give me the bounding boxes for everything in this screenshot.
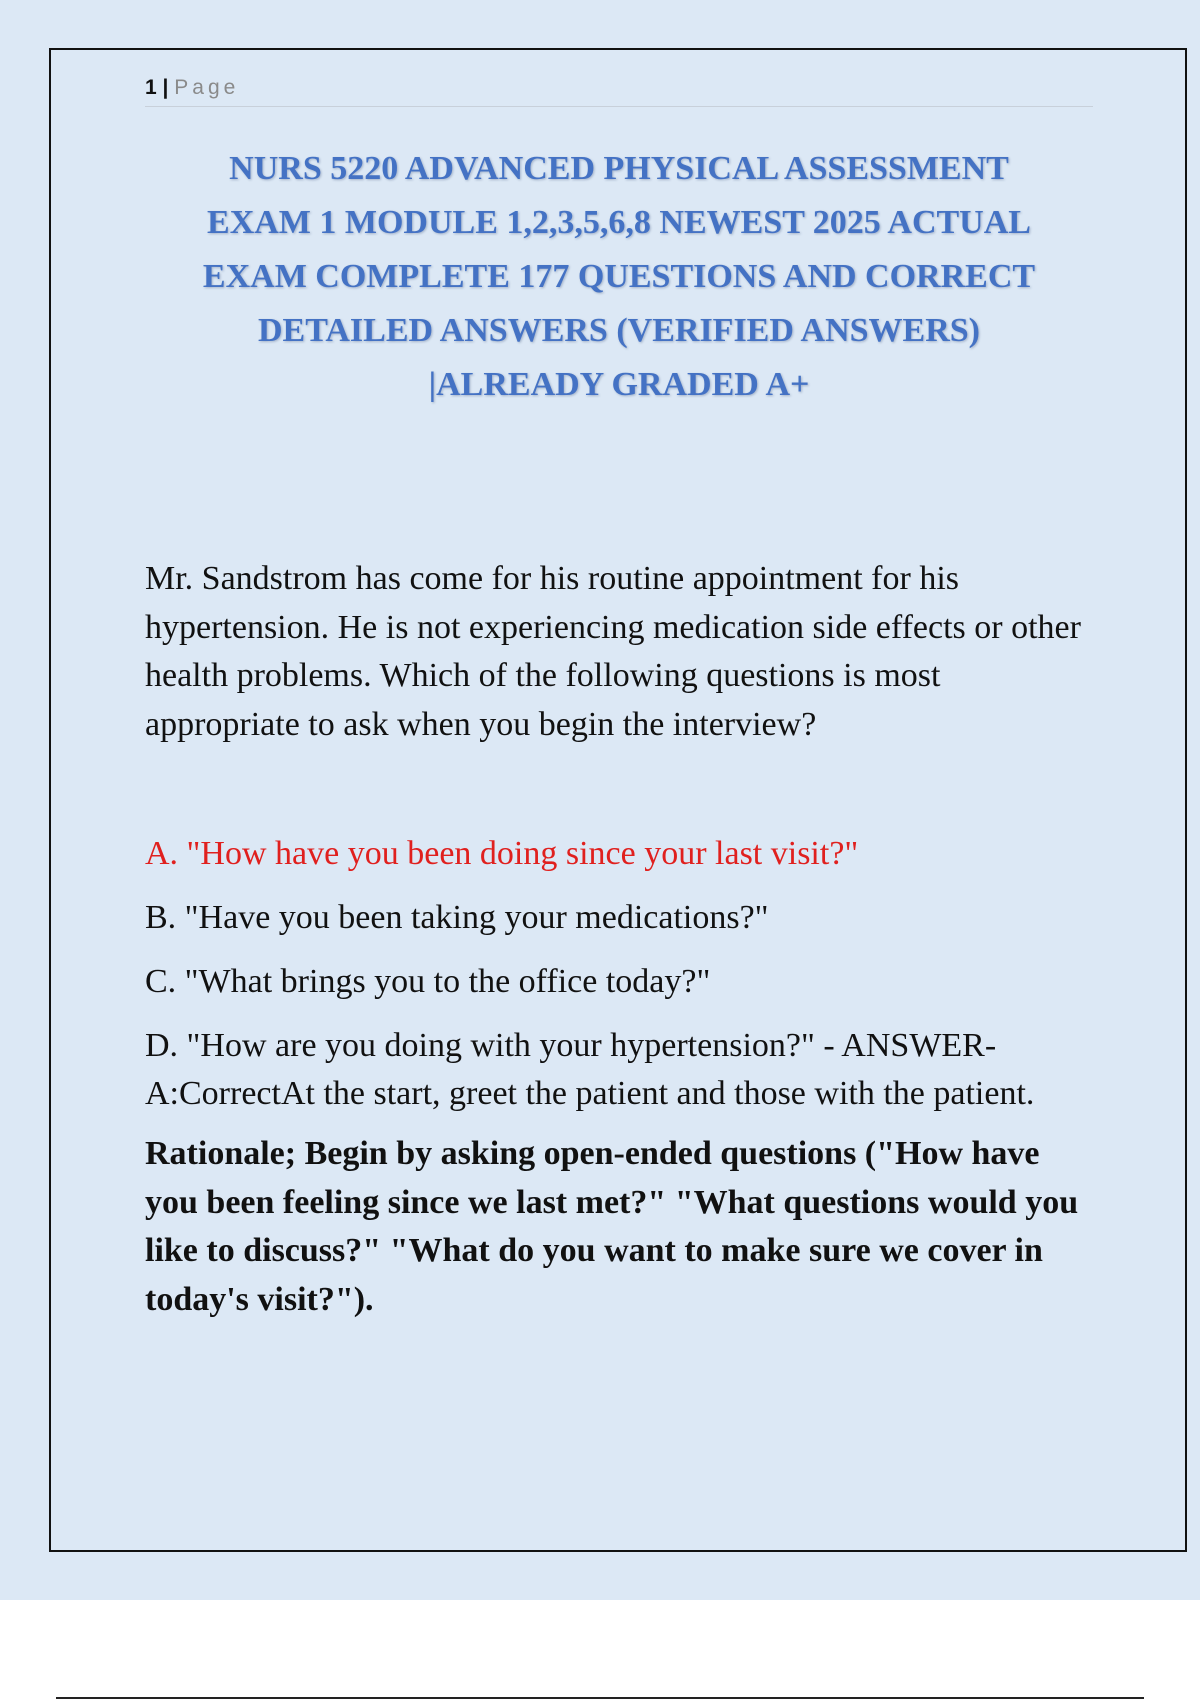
page-header — [145, 74, 1093, 107]
question-stem: Mr. Sandstrom has come for his routine appointment for his hypertension. He is not experiencing medication side effects or other health problems. Which of the following questions is most appropriate to ask when you begin the interview? — [145, 560, 1081, 743]
option-d-with-answer: D. "How are you doing with your hypertension?" - ANSWER-A:CorrectAt the start, greet the patient and those with the patient. — [145, 1027, 1035, 1112]
answer-options — [145, 830, 1093, 1324]
page-label: Page — [174, 76, 240, 99]
title-line: |ALREADY GRADED A+ — [428, 366, 810, 403]
footer-divider — [56, 1697, 1144, 1699]
rationale: Rationale; Begin by asking open-ended questions ("How have you been feeling since we last met?" "What questions would you like to discuss?" "What do you want to make sure we cover in today's visit?"). — [145, 1135, 1079, 1318]
page-separator: | — [162, 76, 169, 99]
option-c: C. "What brings you to the office today?" — [145, 963, 711, 1000]
title-line: EXAM 1 MODULE 1,2,3,5,6,8 NEWEST 2025 ACTUAL — [207, 204, 1031, 241]
page-number: 1 — [145, 76, 157, 99]
option-a: A. "How have you been doing since your last visit?" — [145, 835, 859, 872]
option-b: B. "Have you been taking your medications?" — [145, 899, 769, 936]
title-line: EXAM COMPLETE 177 QUESTIONS AND CORRECT — [202, 258, 1036, 295]
title-line: NURS 5220 ADVANCED PHYSICAL ASSESSMENT — [229, 150, 1009, 187]
title-line: DETAILED ANSWERS (VERIFIED ANSWERS) — [257, 312, 981, 349]
document-title — [145, 142, 1093, 412]
